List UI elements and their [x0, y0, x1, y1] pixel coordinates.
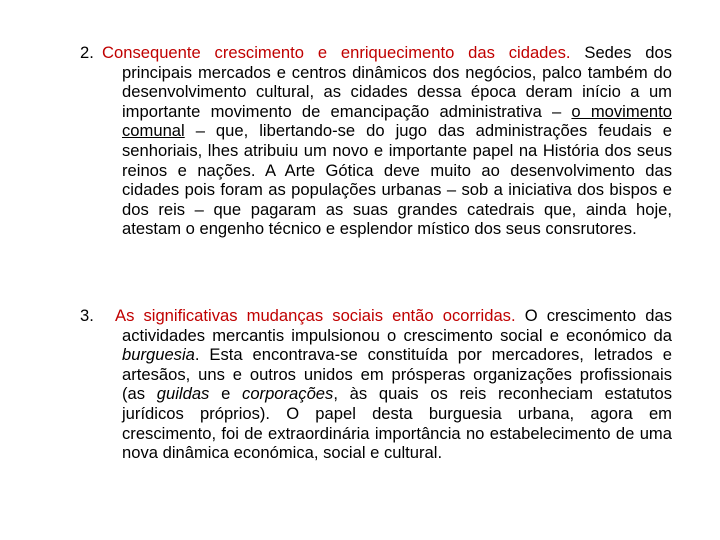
item-heading: As significativas mudanças sociais então ocorridas.	[115, 306, 516, 325]
list-item-3	[80, 306, 672, 463]
item-text: O crescimento das actividades mercantis impulsionou o crescimento social e económico da	[122, 306, 672, 345]
italic-term: corporações	[242, 384, 334, 404]
item-text: . Esta encontrava-se constituída por mercadores, letrados e artesãos, uns e outros unidos em prósperas organizações profissionais (as	[122, 345, 672, 404]
item-number: 3.	[80, 306, 94, 325]
item-heading: Consequente crescimento e enriquecimento das cidades.	[102, 43, 571, 62]
paragraph-2	[80, 43, 672, 239]
item-text: – que, libertando-se do jugo das administrações feudais e senhoriais, lhes atribuiu um novo e importante papel na História dos seus reinos e nações. A Arte Gótica deve muito ao desenvolvimento das cidades pois foram as populações urbanas – sob a iniciativa dos bispos e dos reis – que pagaram as suas grandes catedrais que, ainda hoje, atestam o engenho técnico e esplendor místico dos seus consrutores.	[122, 121, 672, 239]
item-text: , às quais os reis reconheciam estatutos jurídicos próprios). O papel desta burguesia urbana, agora em crescimento, foi de extraordinária importância no estabelecimento de uma nova dinâmica económica, social e cultural.	[122, 384, 672, 463]
italic-term: guildas	[156, 384, 210, 404]
paragraph-3	[80, 306, 672, 463]
list-item-2	[80, 43, 672, 239]
item-text: Sedes dos principais mercados e centros dinâmicos dos negócios, palco também do desenvolvimento cultural, as cidades dessa época deram início a um importante movimento de emancipação administrativa –	[122, 43, 673, 121]
underlined-term: o movimento comunal	[122, 101, 672, 141]
italic-term: burguesia	[122, 345, 195, 365]
item-text: e	[209, 384, 243, 404]
item-number: 2.	[80, 43, 94, 62]
